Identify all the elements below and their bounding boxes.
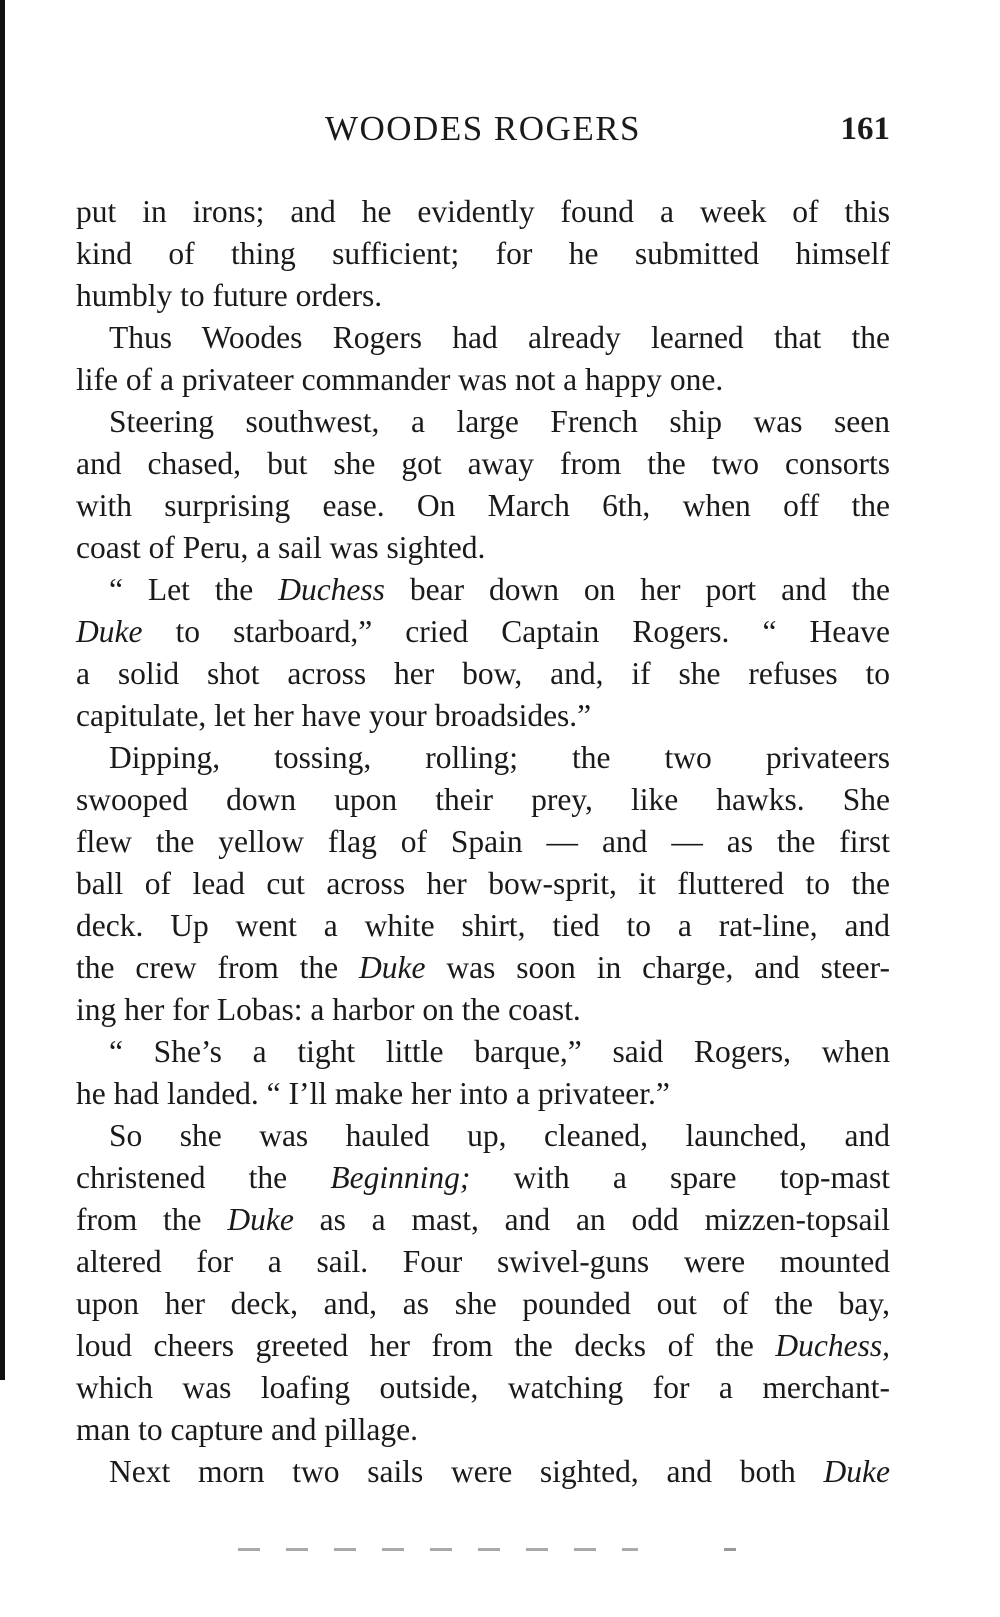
text-segment: “ Let the [109, 572, 279, 607]
text-line [76, 989, 890, 1031]
text-segment: “ She’s a tight little barque,” said Rogers, when [109, 1034, 890, 1069]
text-line [76, 1031, 890, 1073]
text-line [76, 1073, 890, 1115]
text-line [76, 1325, 890, 1367]
italic-text: Duke [359, 950, 426, 985]
text-segment: with surprising ease. On March 6th, when off the [76, 488, 890, 523]
text-line [76, 485, 890, 527]
text-line [76, 527, 890, 569]
text-line [76, 947, 890, 989]
text-line [76, 695, 890, 737]
text-segment: put in irons; and he evidently found a week of this [76, 194, 890, 229]
scan-mark [0, 968, 4, 990]
italic-text: Beginning; [330, 1160, 471, 1195]
text-segment: kind of thing sufficient; for he submitted himself [76, 236, 890, 271]
text-segment: capitulate, let her have your broadsides.” [76, 698, 592, 733]
running-title: WOODES ROGERS [324, 109, 642, 148]
text-line [76, 821, 890, 863]
bottom-smudge [724, 1548, 736, 1551]
text-line [76, 275, 890, 317]
page-header [76, 104, 890, 154]
text-segment: bear down on her port and the [384, 572, 890, 607]
text-line [76, 737, 890, 779]
italic-text: Duke [76, 614, 143, 649]
text-segment: humbly to future orders. [76, 278, 383, 313]
text-segment: the crew from the [76, 950, 360, 985]
text-segment: upon her deck, and, as she pounded out of the bay, [76, 1286, 890, 1321]
text-segment: So she was hauled up, cleaned, launched, and [109, 1118, 890, 1153]
text-line [76, 569, 890, 611]
text-line [76, 1409, 890, 1451]
text-segment: swooped down upon their prey, like hawks. She [76, 782, 890, 817]
page-number: 161 [840, 111, 890, 147]
text-line [76, 1241, 890, 1283]
text-line [76, 1367, 890, 1409]
text-segment: was soon in charge, and steer- [425, 950, 890, 985]
text-line [76, 863, 890, 905]
scan-mark [0, 540, 4, 554]
text-segment: life of a privateer commander was not a happy one. [76, 362, 724, 397]
text-segment: Next morn two sails were sighted, and both [109, 1454, 824, 1489]
text-segment: from the [76, 1202, 228, 1237]
text-line [76, 1157, 890, 1199]
text-segment: Dipping, tossing, rolling; the two privateers [109, 740, 890, 775]
text-segment: which was loafing outside, watching for a merchant- [76, 1370, 890, 1405]
italic-text: Duke [227, 1202, 294, 1237]
text-line [76, 233, 890, 275]
italic-text: Duchess, [775, 1328, 890, 1363]
text-segment: to starboard,” cried Captain Rogers. “ Heave [142, 614, 890, 649]
text-segment: ing her for Lobas: a harbor on the coast. [76, 992, 581, 1027]
text-line [76, 1283, 890, 1325]
text-segment: and chased, but she got away from the two consorts [76, 446, 890, 481]
text-segment: he had landed. “ I’ll make her into a privateer.” [76, 1076, 670, 1111]
text-segment: a solid shot across her bow, and, if she refuses to [76, 656, 890, 691]
italic-text: Duke [823, 1454, 890, 1489]
text-segment: deck. Up went a white shirt, tied to a rat-line, and [76, 908, 890, 943]
text-line [76, 1199, 890, 1241]
text-segment: with a spare top-mast [470, 1160, 890, 1195]
bottom-smudge [238, 1548, 638, 1551]
text-line [76, 317, 890, 359]
text-line [76, 443, 890, 485]
text-line [76, 359, 890, 401]
text-segment: Thus Woodes Rogers had already learned that the [109, 320, 890, 355]
text-line [76, 905, 890, 947]
text-segment: as a mast, and an odd mizzen-topsail [293, 1202, 890, 1237]
text-segment: flew the yellow flag of Spain — and — as the first [76, 824, 890, 859]
text-segment: coast of Peru, a sail was sighted. [76, 530, 486, 565]
text-segment: ball of lead cut across her bow-sprit, it fluttered to the [76, 866, 890, 901]
text-segment: loud cheers greeted her from the decks of the [76, 1328, 776, 1363]
text-line [76, 611, 890, 653]
text-line [76, 779, 890, 821]
text-line [76, 1451, 890, 1493]
text-line [76, 1115, 890, 1157]
italic-text: Duchess [278, 572, 385, 607]
text-line [76, 191, 890, 233]
text-segment: Steering southwest, a large French ship was seen [109, 404, 890, 439]
text-segment: man to capture and pillage. [76, 1412, 418, 1447]
text-line [76, 653, 890, 695]
text-segment: altered for a sail. Four swivel-guns were mounted [76, 1244, 890, 1279]
text-line [76, 401, 890, 443]
text-segment: christened the [76, 1160, 331, 1195]
scan-binding-edge [0, 0, 5, 1380]
body-text [76, 191, 890, 1493]
